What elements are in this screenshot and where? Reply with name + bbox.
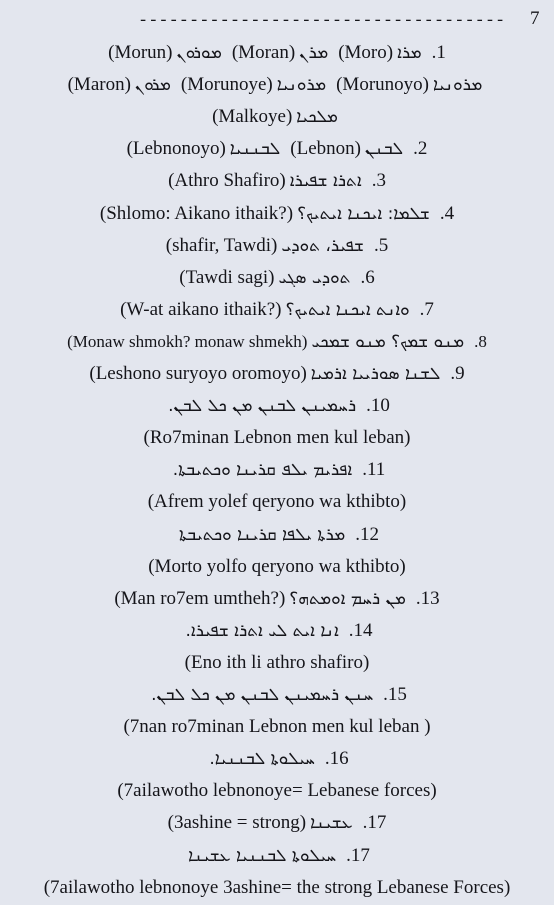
header-rule <box>0 6 554 36</box>
line-3 <box>0 100 554 134</box>
syriac-text: ܡܪܐ <box>397 43 422 63</box>
line-9 <box>0 293 554 327</box>
transliteration-text: .15 <box>383 684 407 705</box>
transliteration-text: (Lebnon) <box>290 138 361 160</box>
transliteration-text: (7ailawotho lebnonoye 3ashine= the strong Lebanese Forces) <box>43 876 511 898</box>
transliteration-text: (Eno ith li athro shafiro) <box>184 651 370 673</box>
transliteration-text: (Shlomo: Aikano ithaik?) <box>99 202 294 224</box>
line-26 <box>0 839 554 873</box>
page-number: 7 <box>530 8 540 29</box>
syriac-text: ܪܚܡܝܢܢ ܠܒܢܢ ܡܢ ܟܠ ܠܒܢ. <box>168 396 357 417</box>
transliteration-text: .8 <box>474 331 487 351</box>
transliteration-text: (Moran) <box>231 42 296 63</box>
transliteration-text: .16 <box>324 748 349 770</box>
syriac-text: ܫܦܝܪ، ܬܘܕܝ <box>281 235 364 256</box>
transliteration-text: (Morunoye) <box>180 74 273 96</box>
syriac-text: ܠܒܢܢܝܐ <box>229 139 281 160</box>
line-18 <box>0 582 554 616</box>
line-13 <box>0 421 554 455</box>
line-2 <box>0 68 554 102</box>
transliteration-text: (Leshono suryoyo oromoyo) <box>89 363 307 384</box>
transliteration-text: .3 <box>371 170 386 192</box>
transliteration-text: (7ailawotho lebnonoye= Lebanese forces) <box>117 780 437 802</box>
line-8 <box>0 261 554 295</box>
syriac-text: ܐܬܪܐ ܫܦܝܪܐ <box>289 171 362 192</box>
dashed-rule: ------------------------------------ <box>138 12 506 31</box>
transliteration-text: .5 <box>373 234 389 256</box>
transliteration-text: (7nan ro7minan Lebnon men kul leban ) <box>123 716 431 738</box>
line-12 <box>0 389 554 423</box>
transliteration-text: .14 <box>348 619 373 641</box>
transliteration-text: (W-at aikano ithaik?) <box>120 298 282 320</box>
transliteration-text: (Tawdi sagi) <box>179 266 275 288</box>
syriac-text: ܚܢܢ ܪܚܡܝܢܢ ܠܒܢܢ ܡܢ ܟܠ ܠܒܢ. <box>151 685 374 705</box>
transliteration-text: (shafir, Tawdi) <box>165 234 278 256</box>
syriac-text: ܡܪܘܢܝܐ <box>433 75 483 96</box>
line-22 <box>0 710 554 744</box>
line-1 <box>0 36 554 70</box>
syriac-text: ܚܝܠܘܬܐ ܠܒܢܢܝܐ ܥܫܝܢܐ <box>188 845 337 866</box>
syriac-text: ܘܐܢܬ ܐܝܟܢܐ ܐܝܬܝܟ؟ <box>285 299 410 320</box>
syriac-text: ܡܪܢ <box>299 43 329 63</box>
line-16 <box>0 518 554 552</box>
line-25 <box>0 806 554 840</box>
transliteration-text: (Malkoye) <box>212 106 293 128</box>
syriac-text: ܫܠܡܐ: ܐܝܟܢܐ ܐܝܬܝܟ؟ <box>297 203 430 224</box>
line-27 <box>0 871 554 905</box>
transliteration-text: (Moro) <box>338 42 394 63</box>
transliteration-text: .9 <box>450 363 465 384</box>
transliteration-text: (Morto yolfo qeryono wa kthibto) <box>148 555 406 577</box>
syriac-text: ܐܢܐ ܐܝܬ ܠܝ ܐܬܪܐ ܫܦܝܪܐ. <box>185 620 339 641</box>
line-24 <box>0 774 554 808</box>
transliteration-text: .4 <box>439 202 455 224</box>
transliteration-text: .11 <box>362 459 386 481</box>
line-10 <box>0 325 554 359</box>
syriac-text: ܬܘܕܝ ܣܓܝ <box>278 267 351 288</box>
transliteration-text: .17 <box>346 844 370 866</box>
line-17 <box>0 550 554 584</box>
transliteration-text: (Lebnonoyo) <box>126 138 226 160</box>
line-23 <box>0 742 554 776</box>
transliteration-text: .13 <box>415 587 440 609</box>
line-15 <box>0 485 554 519</box>
transliteration-text: (Monaw shmokh? monaw shmekh) <box>67 331 308 351</box>
syriac-text: ܐܦܪܝܡ ܝܠܦ ܩܪܝܢܐ ܘܟܬܝܒܬܐ. <box>172 460 353 481</box>
transliteration-text: (Man ro7em umtheh?) <box>114 587 286 609</box>
transliteration-text: (Athro Shafiro) <box>168 170 286 192</box>
line-4 <box>0 132 554 166</box>
transliteration-text: (Morun) <box>108 42 173 63</box>
line-6 <box>0 197 554 231</box>
syriac-text: ܡܢܘ ܫܡܟ؟ ܡܢܘ ܫܡܟܝ <box>311 331 465 352</box>
line-7 <box>0 229 554 263</box>
syriac-text: ܡܠܟܝܐ <box>296 107 338 128</box>
syriac-text: ܥܫܝܢܐ <box>310 813 353 834</box>
transliteration-text: (Maron) <box>67 74 131 96</box>
line-21 <box>0 678 554 712</box>
line-11 <box>0 357 554 391</box>
line-5 <box>0 164 554 198</box>
syriac-text: ܡܘܪܘܢ <box>176 43 222 63</box>
syriac-text: ܡܪܬܐ ܝܠܦܐ ܩܪܝܢܐ ܘܟܬܝܒܬܐ <box>179 524 346 545</box>
transliteration-text: .1 <box>431 42 446 63</box>
transliteration-text: .12 <box>355 523 379 545</box>
syriac-text: ܚܝܠܘܬܐ ܠܒܢܢܝܐ. <box>209 749 315 770</box>
syriac-text: ܡܪܘܢܝܐ <box>276 75 327 96</box>
line-19 <box>0 614 554 648</box>
transliteration-text: .10 <box>366 395 390 417</box>
transliteration-text: (3ashine = strong) <box>167 812 307 834</box>
transliteration-text: .2 <box>413 138 428 160</box>
syriac-text: ܡܢ ܪܚܡ ܐܘܡܬܗ؟ <box>289 588 406 609</box>
transliteration-text: (Morunoyo) <box>336 74 429 96</box>
syriac-text: ܠܫܢܐ ܣܘܪܝܝܐ ܐܪܡܝܐ <box>310 364 441 384</box>
line-20 <box>0 646 554 680</box>
transliteration-text: .6 <box>360 266 375 288</box>
line-14 <box>0 453 554 487</box>
transliteration-text: (Ro7minan Lebnon men kul leban) <box>143 427 411 449</box>
transliteration-text: .17 <box>362 812 387 834</box>
transliteration-text: .7 <box>419 298 434 320</box>
syriac-text: ܡܪܘܢ <box>134 75 171 96</box>
syriac-text: ܠܒܢܢ <box>364 139 404 160</box>
transliteration-text: (Afrem yolef qeryono wa kthibto) <box>147 491 407 513</box>
